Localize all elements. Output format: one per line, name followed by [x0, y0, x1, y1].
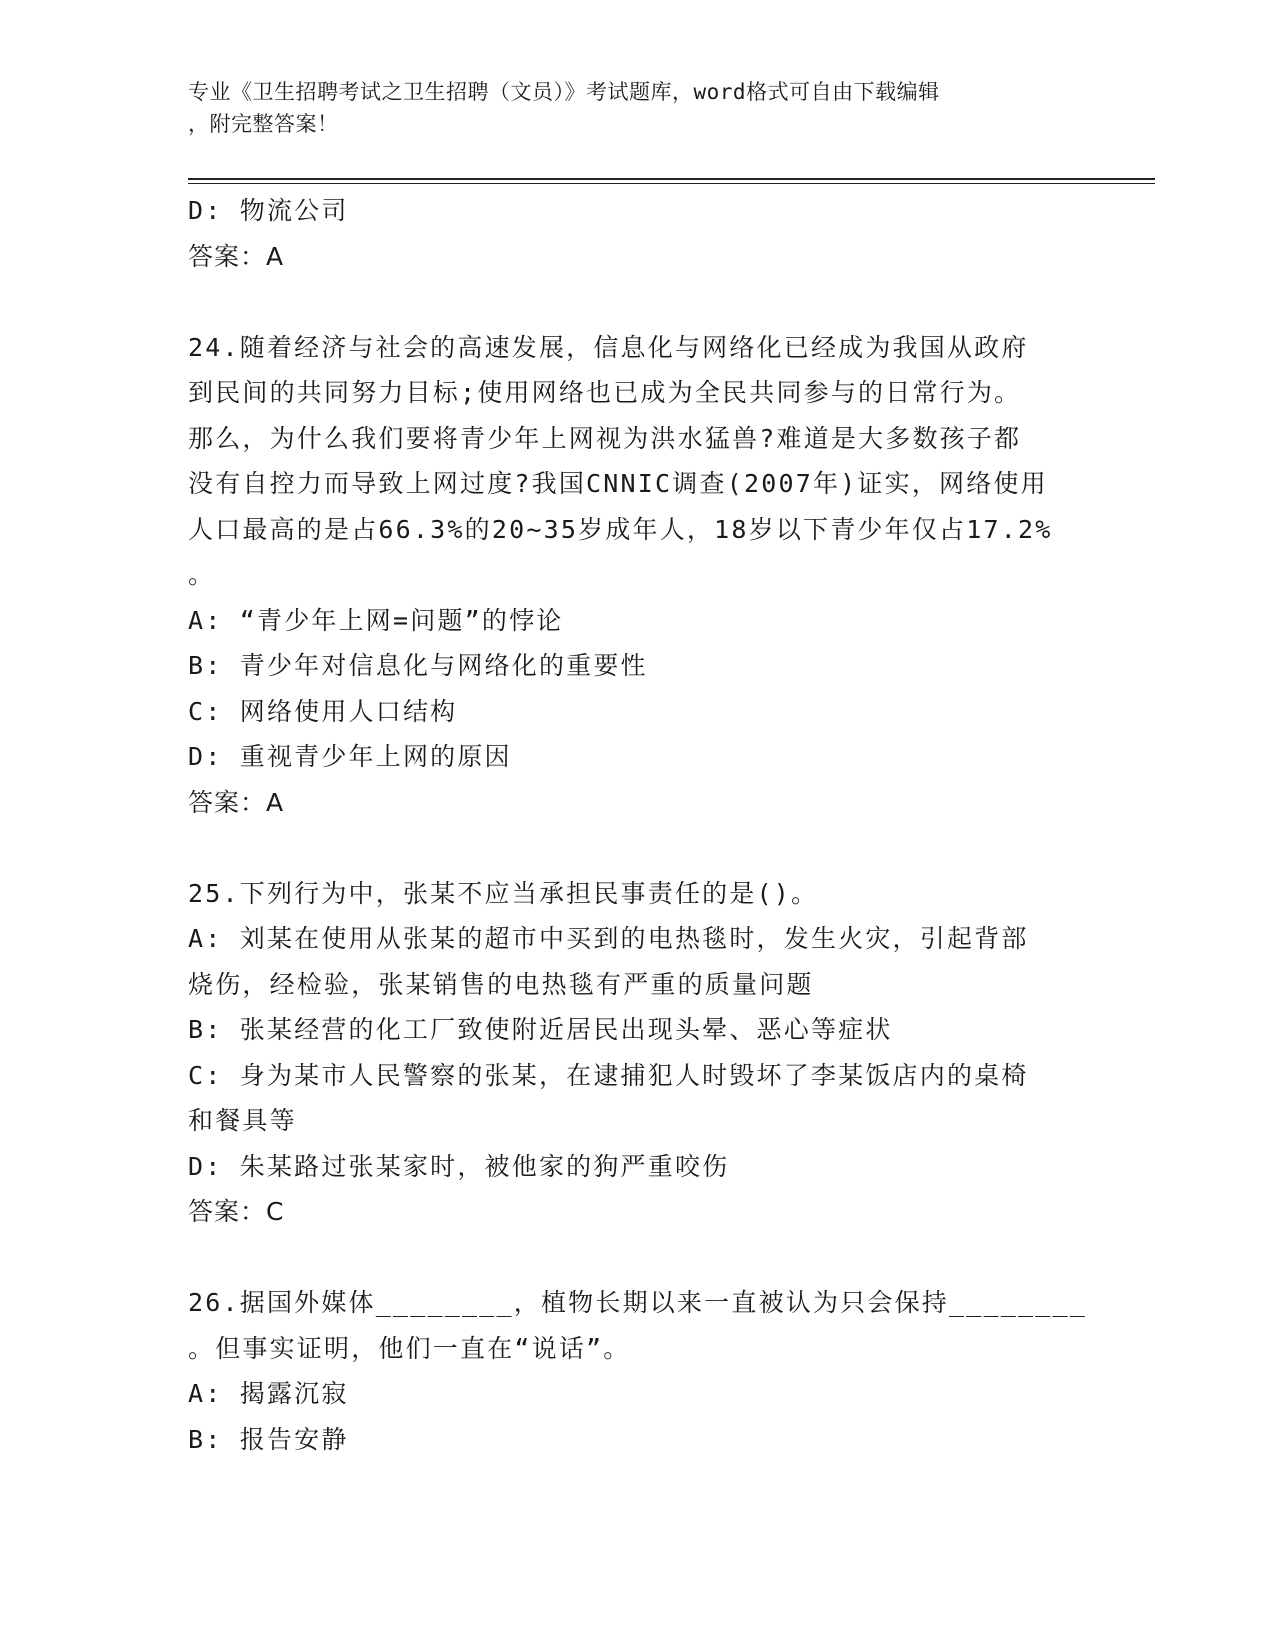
q24-stem-line: 24.随着经济与社会的高速发展，信息化与网络化已经成为我国从政府 — [188, 332, 1029, 362]
q24-stem-line: 人口最高的是占66.3%的20~35岁成年人，18岁以下青少年仅占17.2% — [188, 514, 1053, 544]
q25-option-b: B: 张某经营的化工厂致使附近居民出现头晕、恶心等症状 — [188, 1015, 893, 1044]
q24-option-b: B: 青少年对信息化与网络化的重要性 — [188, 651, 648, 680]
q24-stem-line: 到民间的共同努力目标;使用网络也已成为全民共同参与的日常行为。 — [188, 378, 1022, 407]
q26-option-a: A: 揭露沉寂 — [188, 1379, 349, 1408]
header-rule-thick — [188, 178, 1155, 180]
q26-option-b: B: 报告安静 — [188, 1424, 349, 1454]
question-24 — [188, 325, 1088, 826]
q24-option-a: A: “青少年上网=问题”的悖论 — [188, 605, 564, 635]
spacer — [188, 825, 1088, 871]
spacer — [188, 1235, 1088, 1281]
q25-option-a-cont: 烧伤，经检验，张某销售的电热毯有严重的质量问题 — [188, 969, 814, 999]
q25-option-c-cont: 和餐具等 — [188, 1106, 297, 1135]
document-body — [188, 188, 1088, 1462]
q23-option-d: D: 物流公司 — [188, 196, 349, 225]
q24-stem-line: 。 — [188, 560, 216, 589]
q25-stem-line: 25.下列行为中，张某不应当承担民事责任的是()。 — [188, 878, 819, 908]
spacer — [188, 279, 1088, 325]
q25-answer: 答案：C — [188, 1197, 285, 1226]
header-line-1: 专业《卫生招聘考试之卫生招聘（文员）》考试题库，word格式可自由下载编辑 — [188, 80, 940, 104]
header-rule-thin — [188, 183, 1155, 184]
q24-stem-line: 没有自控力而导致上网过度?我国CNNIC调查(2007年)证实，网络使用 — [188, 469, 1048, 498]
q25-option-a: A: 刘某在使用从张某的超市中买到的电热毯时，发生火灾，引起背部 — [188, 924, 1029, 953]
question-26 — [188, 1280, 1088, 1462]
q26-stem-line: 。但事实证明，他们一直在“说话”。 — [188, 1333, 631, 1363]
q24-option-d: D: 重视青少年上网的原因 — [188, 742, 512, 771]
header-line-2: ，附完整答案！ — [188, 112, 339, 136]
q25-option-c: C: 身为某市人民警察的张某，在逮捕犯人时毁坏了李某饭店内的桌椅 — [188, 1060, 1029, 1090]
q24-stem-line: 那么，为什么我们要将青少年上网视为洪水猛兽?难道是大多数孩子都 — [188, 423, 1022, 453]
q24-answer: 答案：A — [188, 787, 285, 817]
q25-option-d: D: 朱某路过张某家时，被他家的狗严重咬伤 — [188, 1151, 730, 1181]
document-header — [188, 76, 1068, 140]
q24-option-c: C: 网络使用人口结构 — [188, 696, 458, 726]
question-25 — [188, 871, 1088, 1235]
q23-answer: 答案：A — [188, 241, 285, 271]
q26-stem-line: 26.据国外媒体________，植物长期以来一直被认为只会保持________ — [188, 1288, 1087, 1317]
